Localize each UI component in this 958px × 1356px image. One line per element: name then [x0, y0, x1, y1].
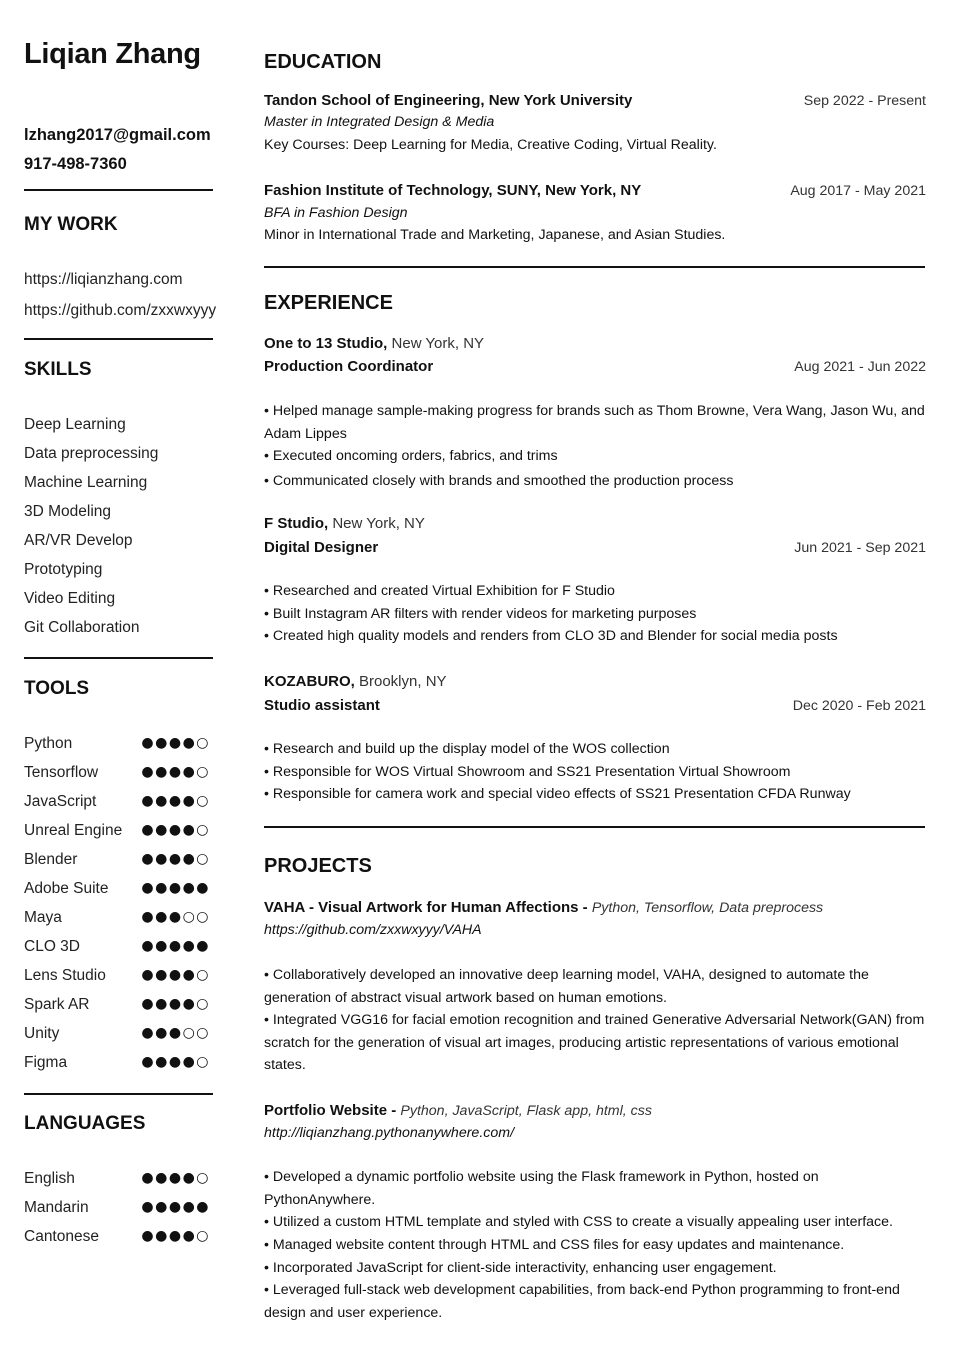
- project-bullet: • Collaboratively developed an innovative deep learning model, VAHA, designed to automate the generation of abstract visual artwork based on human emotions.: [264, 967, 869, 1006]
- empty-dot-icon: ○: [196, 909, 210, 925]
- rating-dots: [141, 967, 210, 983]
- candidate-name: Liqian Zhang: [24, 38, 201, 70]
- sidebar-divider: [24, 1093, 213, 1095]
- filled-dot-icon: ●: [155, 764, 169, 780]
- education-date: Aug 2017 - May 2021: [790, 183, 926, 199]
- school-name: Fashion Institute of Technology, SUNY, New York, NY: [264, 182, 642, 199]
- email-text[interactable]: lzhang2017@gmail.com: [24, 126, 211, 144]
- rating-dots: [141, 1199, 210, 1215]
- skill-item: AR/VR Develop: [24, 532, 133, 549]
- tool-name: Figma: [24, 1054, 68, 1071]
- filled-dot-icon: ●: [182, 1199, 197, 1215]
- filled-dot-icon: ●: [168, 1170, 183, 1186]
- empty-dot-icon: ○: [182, 1025, 197, 1041]
- filled-dot-icon: ●: [155, 1025, 169, 1041]
- filled-dot-icon: ●: [168, 1025, 183, 1041]
- tool-row: [24, 822, 210, 844]
- company-location: Brooklyn, NY: [359, 673, 447, 690]
- tool-row: [24, 851, 210, 873]
- github-link[interactable]: https://github.com/zxxwxyyy: [24, 302, 217, 319]
- filled-dot-icon: ●: [168, 996, 183, 1012]
- job-bullet: • Research and build up the display model of the WOS collection: [264, 741, 670, 757]
- skill-item: Data preprocessing: [24, 445, 159, 462]
- section-divider: [264, 826, 925, 828]
- rating-dots: [141, 938, 210, 954]
- tool-row: [24, 996, 210, 1018]
- rating-dots: [141, 909, 210, 925]
- filled-dot-icon: ●: [141, 909, 156, 925]
- projects-heading: PROJECTS: [264, 855, 372, 877]
- empty-dot-icon: ○: [196, 996, 210, 1012]
- filled-dot-icon: ●: [141, 967, 156, 983]
- filled-dot-icon: ●: [141, 880, 156, 896]
- filled-dot-icon: ●: [141, 1228, 156, 1244]
- project-title-line: [264, 1102, 652, 1119]
- sidebar-divider: [24, 189, 213, 191]
- filled-dot-icon: ●: [182, 764, 197, 780]
- filled-dot-icon: ●: [155, 1054, 169, 1070]
- section-divider: [264, 266, 925, 268]
- tool-name: Tensorflow: [24, 764, 99, 781]
- project-bullet: • Managed website content through HTML and CSS files for easy updates and maintenance.: [264, 1237, 845, 1253]
- filled-dot-icon: ●: [155, 909, 169, 925]
- degree: BFA in Fashion Design: [264, 205, 408, 221]
- filled-dot-icon: ●: [155, 938, 169, 954]
- tool-row: [24, 938, 210, 960]
- filled-dot-icon: ●: [182, 996, 197, 1012]
- filled-dot-icon: ●: [168, 880, 183, 896]
- company-name: One to 13 Studio,: [264, 335, 388, 352]
- tool-name: Adobe Suite: [24, 880, 109, 897]
- filled-dot-icon: ●: [141, 1054, 156, 1070]
- language-row: [24, 1228, 210, 1250]
- tool-name: Python: [24, 735, 73, 752]
- project-bullet: • Utilized a custom HTML template and styled with CSS to create a visually appealing user interface.: [264, 1214, 893, 1230]
- language-row: [24, 1199, 210, 1221]
- project-bullet: • Integrated VGG16 for facial emotion recognition and trained Generative Adversarial Network(GAN) from scratch for the generation of visual art images, producing artistic representations of various emotional states.: [264, 1012, 925, 1074]
- filled-dot-icon: ●: [182, 880, 197, 896]
- language-name: Cantonese: [24, 1228, 99, 1245]
- filled-dot-icon: ●: [155, 851, 169, 867]
- filled-dot-icon: ●: [182, 822, 197, 838]
- tool-name: Blender: [24, 851, 78, 868]
- skill-item: Machine Learning: [24, 474, 148, 491]
- education-detail: Key Courses: Deep Learning for Media, Creative Coding, Virtual Reality.: [264, 137, 717, 153]
- rating-dots: [141, 1170, 210, 1186]
- project-tech: Python, Tensorflow, Data preprocess: [591, 900, 824, 916]
- sidebar-divider: [24, 338, 213, 340]
- company-location: New York, NY: [332, 515, 425, 532]
- filled-dot-icon: ●: [168, 793, 183, 809]
- filled-dot-icon: ●: [168, 909, 183, 925]
- filled-dot-icon: ●: [141, 1170, 156, 1186]
- job-bullet: • Researched and created Virtual Exhibition for F Studio: [264, 583, 615, 599]
- company-name: F Studio,: [264, 515, 329, 532]
- tool-row: [24, 764, 210, 786]
- filled-dot-icon: ●: [182, 793, 197, 809]
- project-link[interactable]: http://liqianzhang.pythonanywhere.com/: [264, 1125, 515, 1141]
- job-bullet: • Responsible for camera work and special video effects of SS21 Presentation CFDA Runway: [264, 786, 851, 802]
- filled-dot-icon: ●: [141, 938, 156, 954]
- phone-text[interactable]: 917-498-7360: [24, 155, 127, 173]
- tool-name: Spark AR: [24, 996, 90, 1013]
- company-line: [264, 673, 447, 690]
- skill-item: 3D Modeling: [24, 503, 112, 520]
- skill-item: Prototyping: [24, 561, 103, 578]
- skill-item: Git Collaboration: [24, 619, 140, 636]
- filled-dot-icon: ●: [141, 851, 156, 867]
- language-name: Mandarin: [24, 1199, 89, 1216]
- rating-dots: [141, 996, 210, 1012]
- rating-dots: [141, 735, 210, 751]
- job-bullet: • Communicated closely with brands and smoothed the production process: [264, 473, 734, 489]
- skill-item: Video Editing: [24, 590, 116, 607]
- filled-dot-icon: ●: [155, 735, 169, 751]
- tool-name: Unity: [24, 1025, 60, 1042]
- project-title-line: [264, 899, 823, 916]
- company-line: [264, 335, 484, 352]
- job-role: Production Coordinator: [264, 358, 434, 375]
- project-tech: Python, JavaScript, Flask app, html, css: [400, 1103, 652, 1119]
- job-role: Digital Designer: [264, 539, 379, 556]
- filled-dot-icon: ●: [155, 793, 169, 809]
- project-title: Portfolio Website -: [264, 1102, 397, 1119]
- empty-dot-icon: ○: [196, 822, 210, 838]
- work-heading: MY WORK: [24, 214, 118, 235]
- filled-dot-icon: ●: [141, 1025, 156, 1041]
- rating-dots: [141, 1025, 210, 1041]
- tools-heading: TOOLS: [24, 678, 90, 699]
- filled-dot-icon: ●: [141, 793, 156, 809]
- empty-dot-icon: ○: [196, 1025, 210, 1041]
- rating-dots: [141, 793, 210, 809]
- school-name: Tandon School of Engineering, New York University: [264, 92, 633, 109]
- filled-dot-icon: ●: [196, 938, 210, 954]
- filled-dot-icon: ●: [168, 764, 183, 780]
- filled-dot-icon: ●: [182, 967, 197, 983]
- experience-heading: EXPERIENCE: [264, 292, 393, 314]
- filled-dot-icon: ●: [141, 996, 156, 1012]
- empty-dot-icon: ○: [182, 909, 197, 925]
- filled-dot-icon: ●: [155, 1228, 169, 1244]
- education-heading: EDUCATION: [264, 51, 382, 73]
- empty-dot-icon: ○: [196, 793, 210, 809]
- company-location: New York, NY: [391, 335, 485, 352]
- project-title: VAHA - Visual Artwork for Human Affections -: [264, 899, 588, 916]
- project-link[interactable]: https://github.com/zxxwxyyy/VAHA: [264, 922, 482, 938]
- tool-row: [24, 1025, 210, 1047]
- language-row: [24, 1170, 210, 1192]
- degree: Master in Integrated Design & Media: [264, 114, 495, 130]
- filled-dot-icon: ●: [155, 967, 169, 983]
- filled-dot-icon: ●: [168, 938, 183, 954]
- filled-dot-icon: ●: [141, 764, 156, 780]
- filled-dot-icon: ●: [155, 822, 169, 838]
- empty-dot-icon: ○: [196, 967, 210, 983]
- rating-dots: [141, 1054, 210, 1070]
- job-date: Jun 2021 - Sep 2021: [794, 540, 926, 556]
- job-date: Aug 2021 - Jun 2022: [794, 359, 926, 375]
- company-line: [264, 515, 425, 532]
- languages-heading: LANGUAGES: [24, 1113, 146, 1134]
- tool-name: CLO 3D: [24, 938, 80, 955]
- filled-dot-icon: ●: [155, 1170, 169, 1186]
- education-detail: Minor in International Trade and Marketing, Japanese, and Asian Studies.: [264, 227, 726, 243]
- empty-dot-icon: ○: [196, 735, 210, 751]
- tool-name: Unreal Engine: [24, 822, 123, 839]
- filled-dot-icon: ●: [168, 822, 183, 838]
- filled-dot-icon: ●: [168, 1054, 183, 1070]
- tool-name: JavaScript: [24, 793, 97, 810]
- company-name: KOZABURO,: [264, 673, 355, 690]
- filled-dot-icon: ●: [168, 851, 183, 867]
- language-name: English: [24, 1170, 75, 1187]
- filled-dot-icon: ●: [182, 1228, 197, 1244]
- filled-dot-icon: ●: [168, 735, 183, 751]
- job-date: Dec 2020 - Feb 2021: [792, 698, 926, 714]
- education-date: Sep 2022 - Present: [803, 93, 926, 109]
- filled-dot-icon: ●: [182, 1170, 197, 1186]
- tool-row: [24, 735, 210, 757]
- skills-heading: SKILLS: [24, 359, 92, 380]
- empty-dot-icon: ○: [196, 1054, 210, 1070]
- rating-dots: [141, 1228, 210, 1244]
- rating-dots: [141, 822, 210, 838]
- project-bullet: • Leveraged full-stack web development capabilities, from back-end Python programming to front-end design and user experience.: [264, 1282, 900, 1321]
- tool-row: [24, 967, 210, 989]
- filled-dot-icon: ●: [182, 851, 197, 867]
- filled-dot-icon: ●: [196, 880, 210, 896]
- project-bullet: • Developed a dynamic portfolio website using the Flask framework in Python, hosted on PythonAnywhere.: [264, 1169, 819, 1208]
- job-role: Studio assistant: [264, 697, 380, 714]
- skill-item: Deep Learning: [24, 416, 126, 433]
- job-bullet: • Responsible for WOS Virtual Showroom and SS21 Presentation Virtual Showroom: [264, 764, 791, 780]
- job-bullet: • Executed oncoming orders, fabrics, and trims: [264, 448, 558, 464]
- rating-dots: [141, 851, 210, 867]
- filled-dot-icon: ●: [155, 996, 169, 1012]
- rating-dots: [141, 764, 210, 780]
- filled-dot-icon: ●: [155, 1199, 169, 1215]
- filled-dot-icon: ●: [168, 1228, 183, 1244]
- tool-row: [24, 909, 210, 931]
- filled-dot-icon: ●: [182, 938, 197, 954]
- tool-row: [24, 1054, 210, 1076]
- filled-dot-icon: ●: [155, 880, 169, 896]
- empty-dot-icon: ○: [196, 1170, 210, 1186]
- filled-dot-icon: ●: [182, 1054, 197, 1070]
- filled-dot-icon: ●: [196, 1199, 210, 1215]
- tool-row: [24, 793, 210, 815]
- filled-dot-icon: ●: [168, 1199, 183, 1215]
- job-bullet: • Helped manage sample-making progress for brands such as Thom Browne, Vera Wang, Jason Wu, and Adam Lippes: [264, 403, 925, 442]
- rating-dots: [141, 880, 210, 896]
- project-bullet: • Incorporated JavaScript for client-side interactivity, enhancing user engagement.: [264, 1260, 777, 1276]
- empty-dot-icon: ○: [196, 1228, 210, 1244]
- filled-dot-icon: ●: [141, 822, 156, 838]
- job-bullet: • Built Instagram AR filters with render videos for marketing purposes: [264, 606, 697, 622]
- filled-dot-icon: ●: [168, 967, 183, 983]
- portfolio-link[interactable]: https://liqianzhang.com: [24, 271, 183, 288]
- empty-dot-icon: ○: [196, 851, 210, 867]
- filled-dot-icon: ●: [141, 735, 156, 751]
- empty-dot-icon: ○: [196, 764, 210, 780]
- filled-dot-icon: ●: [182, 735, 197, 751]
- sidebar-divider: [24, 657, 213, 659]
- tool-name: Maya: [24, 909, 62, 926]
- tool-name: Lens Studio: [24, 967, 106, 984]
- filled-dot-icon: ●: [141, 1199, 156, 1215]
- job-bullet: • Created high quality models and renders from CLO 3D and Blender for social media posts: [264, 628, 838, 644]
- tool-row: [24, 880, 210, 902]
